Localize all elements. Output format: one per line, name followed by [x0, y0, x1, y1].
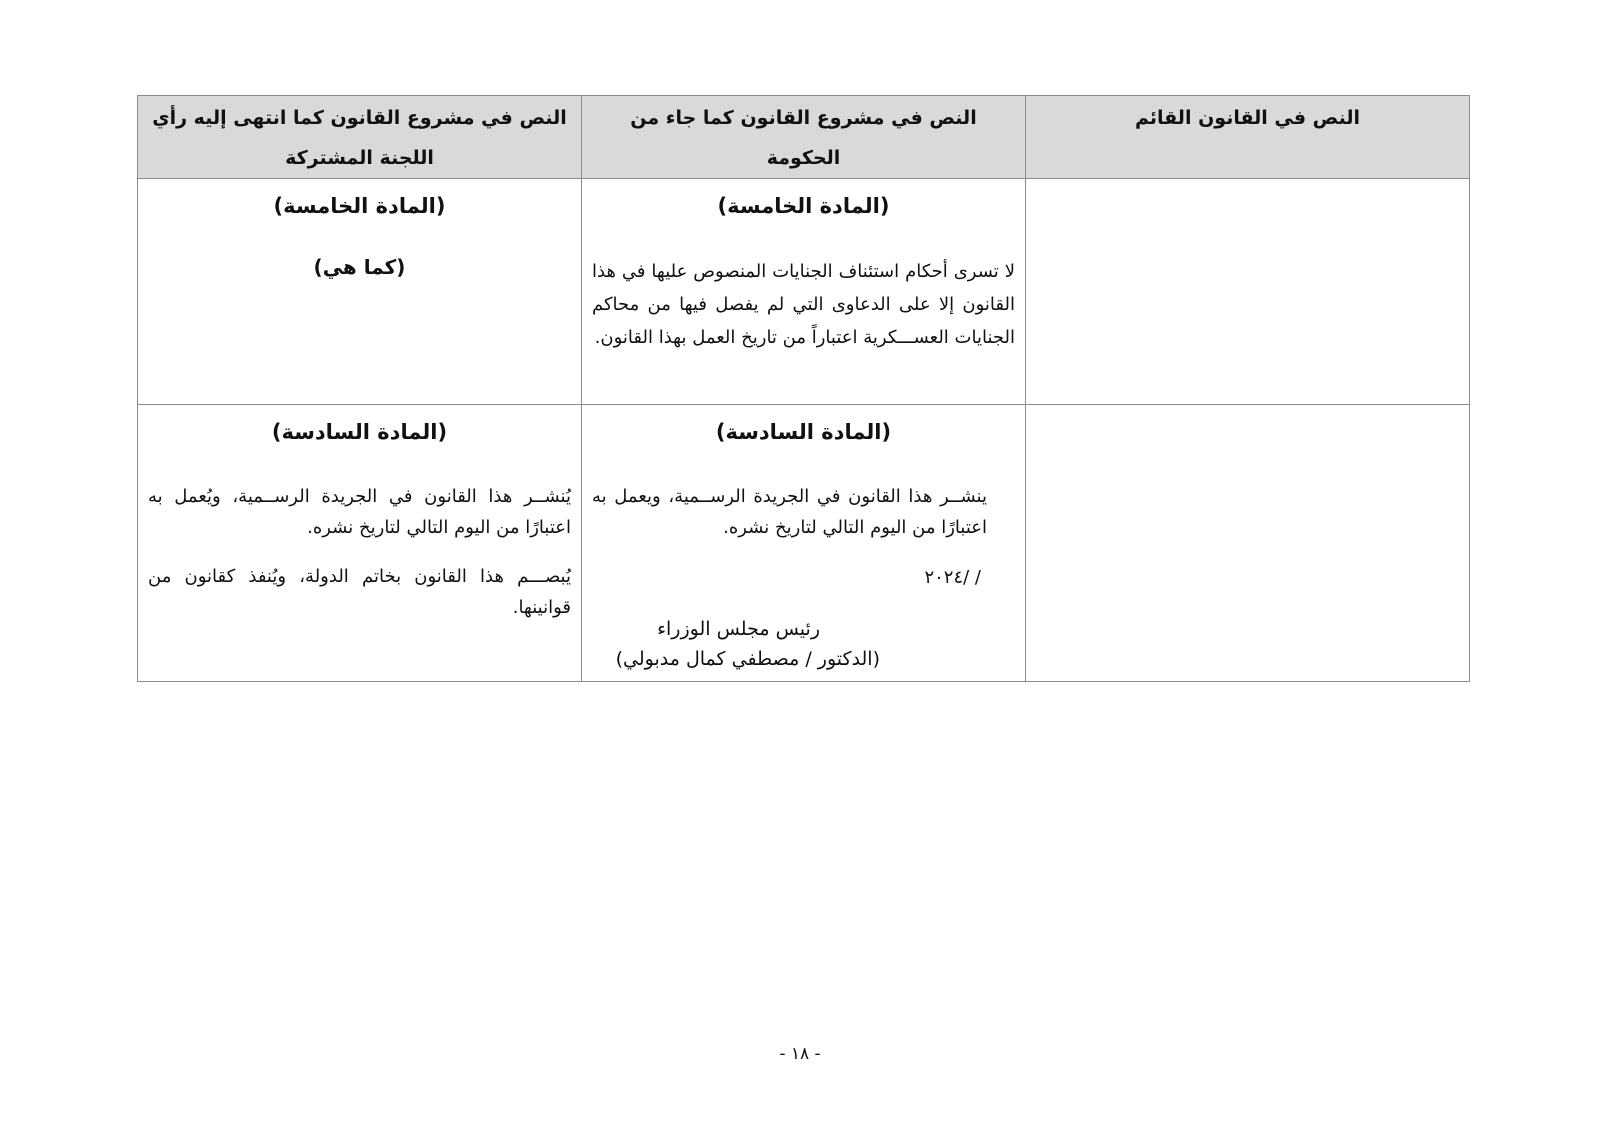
article-title: (المادة السادسة) [715, 420, 892, 444]
table-row-article-5 [138, 179, 1470, 405]
article-title: (المادة الخامسة) [717, 194, 890, 218]
header-existing-law: النص في القانون القائم [1026, 96, 1470, 179]
cell-existing-article-5 [1026, 179, 1470, 405]
header-government-draft: النص في مشروع القانون كما جاء من الحكومة [582, 96, 1026, 179]
cell-existing-article-6 [1026, 405, 1470, 682]
cell-committee-article-6 [138, 405, 582, 682]
header-row [138, 96, 1470, 179]
article-text: ينشــر هذا القانون في الجريدة الرســمية، ويعمل به اعتبارًا من اليوم التالي لتاريخ نشره. [592, 486, 987, 538]
issue-date: / /٢٠٢٤ [924, 567, 981, 588]
article-title: (المادة الخامسة) [273, 194, 446, 218]
signature-name: (الدكتور / مصطفي كمال مدبولي) [615, 648, 880, 670]
signature-title: رئيس مجلس الوزراء [657, 618, 820, 640]
table-row-article-6 [138, 405, 1470, 682]
header-committee-draft: النص في مشروع القانون كما انتهى إليه رأي اللجنة المشتركة [138, 96, 582, 179]
page-number: - ١٨ - [779, 1044, 821, 1064]
cell-government-article-6 [582, 405, 1026, 682]
article-text: لا تسرى أحكام استئناف الجنايات المنصوص عليها في هذا القانون إلا على الدعاوى التي لم يفصل فيها من محاكم الجنايات العســـكرية اعتباراً من تاريخ العمل بهذا القانون. [592, 261, 1015, 348]
comparison-table [137, 95, 1470, 682]
article-title: (المادة السادسة) [271, 420, 448, 444]
cell-government-article-5 [582, 179, 1026, 405]
as-is-note: (كما هي) [313, 255, 406, 279]
article-text: يُنشــر هذا القانون في الجريدة الرســمية، ويُعمل به اعتبارًا من اليوم التالي لتاريخ نشره. [148, 486, 571, 538]
cell-committee-article-5 [138, 179, 582, 405]
article-text-2: يُبصـــم هذا القانون بخاتم الدولة، ويُنفذ كقانون من قوانينها. [148, 566, 571, 618]
